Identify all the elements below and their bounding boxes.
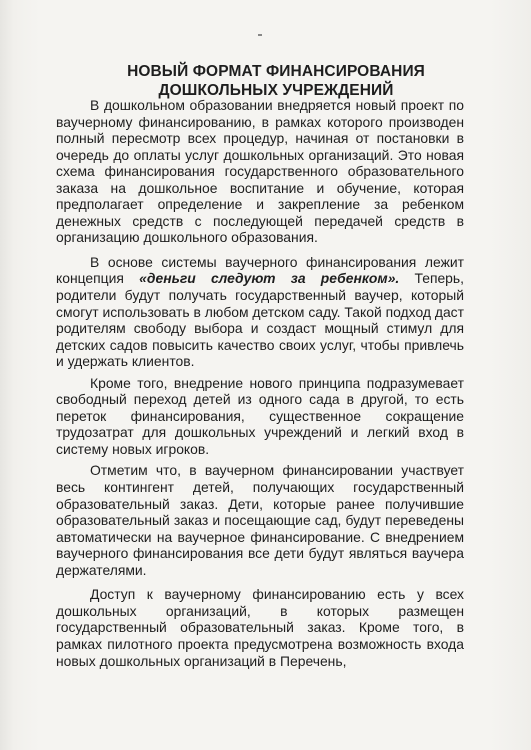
paragraph-2-concept: «деньги следуют за ребенком». (139, 270, 400, 287)
document-body (56, 97, 464, 677)
title-line-2: ДОШКОЛЬНЫХ УЧРЕЖДЕНИЙ (158, 82, 394, 99)
paragraph-3: Кроме того, внедрение нового принципа подразумевает свободный переход детей из одного сада в другой, то есть переток финансирования, существенное сокращение трудозатрат для дошкольных учреждений и легкий вход в систему новых игроков. (56, 374, 464, 457)
title-line-1: НОВЫЙ ФОРМАТ ФИНАНСИРОВАНИЯ (127, 63, 425, 80)
document-title (96, 62, 456, 100)
paragraph-5: Доступ к ваучерному финансированию есть у всех дошкольных организаций, в которых размещен государственный образовательный заказ. Кроме того, в рамках пилотного проекта предусмотрена возможность входа новых дошкольных организаций в Перечень, (56, 586, 464, 669)
paragraph-1: В дошкольном образовании внедряется новый проект по ваучерному финансированию, в рамках которого производен полный пересмотр всех процедур, начиная от постановки в очередь до оплаты услуг дошкольных организаций. Это новая схема финансирования государственного образовательного заказа на дошкольное воспитание и обучение, которая предполагает определение и закрепление за ребенком денежных средств с последующей передачей средств в организацию дошкольного образования. (56, 97, 464, 246)
paragraph-2-intro: В основе системы ваучерного финансирования лежит концепция (56, 253, 464, 287)
paragraph-4: Отметим что, в ваучерном финансировании участвует весь контингент детей, получающих государственный образовательный заказ. Дети, которые ранее получившие образовательный заказ и посещающие сад, будут переведены автоматически на ваучерное финансирование. С внедрением ваучерного финансирования все дети будут являться ваучера держателями. (56, 462, 464, 578)
paragraph-2-rest: Теперь, родители будут получать государственный ваучер, который смогут использовать в любом детском саду. Такой подход даст родителям свободу выбора и создаст мощный стимул для детских садов повысить качество своих услуг, чтобы привлечь и удержать клиентов. (56, 270, 465, 370)
paragraph-2 (56, 254, 464, 370)
scan-dot (258, 34, 262, 36)
